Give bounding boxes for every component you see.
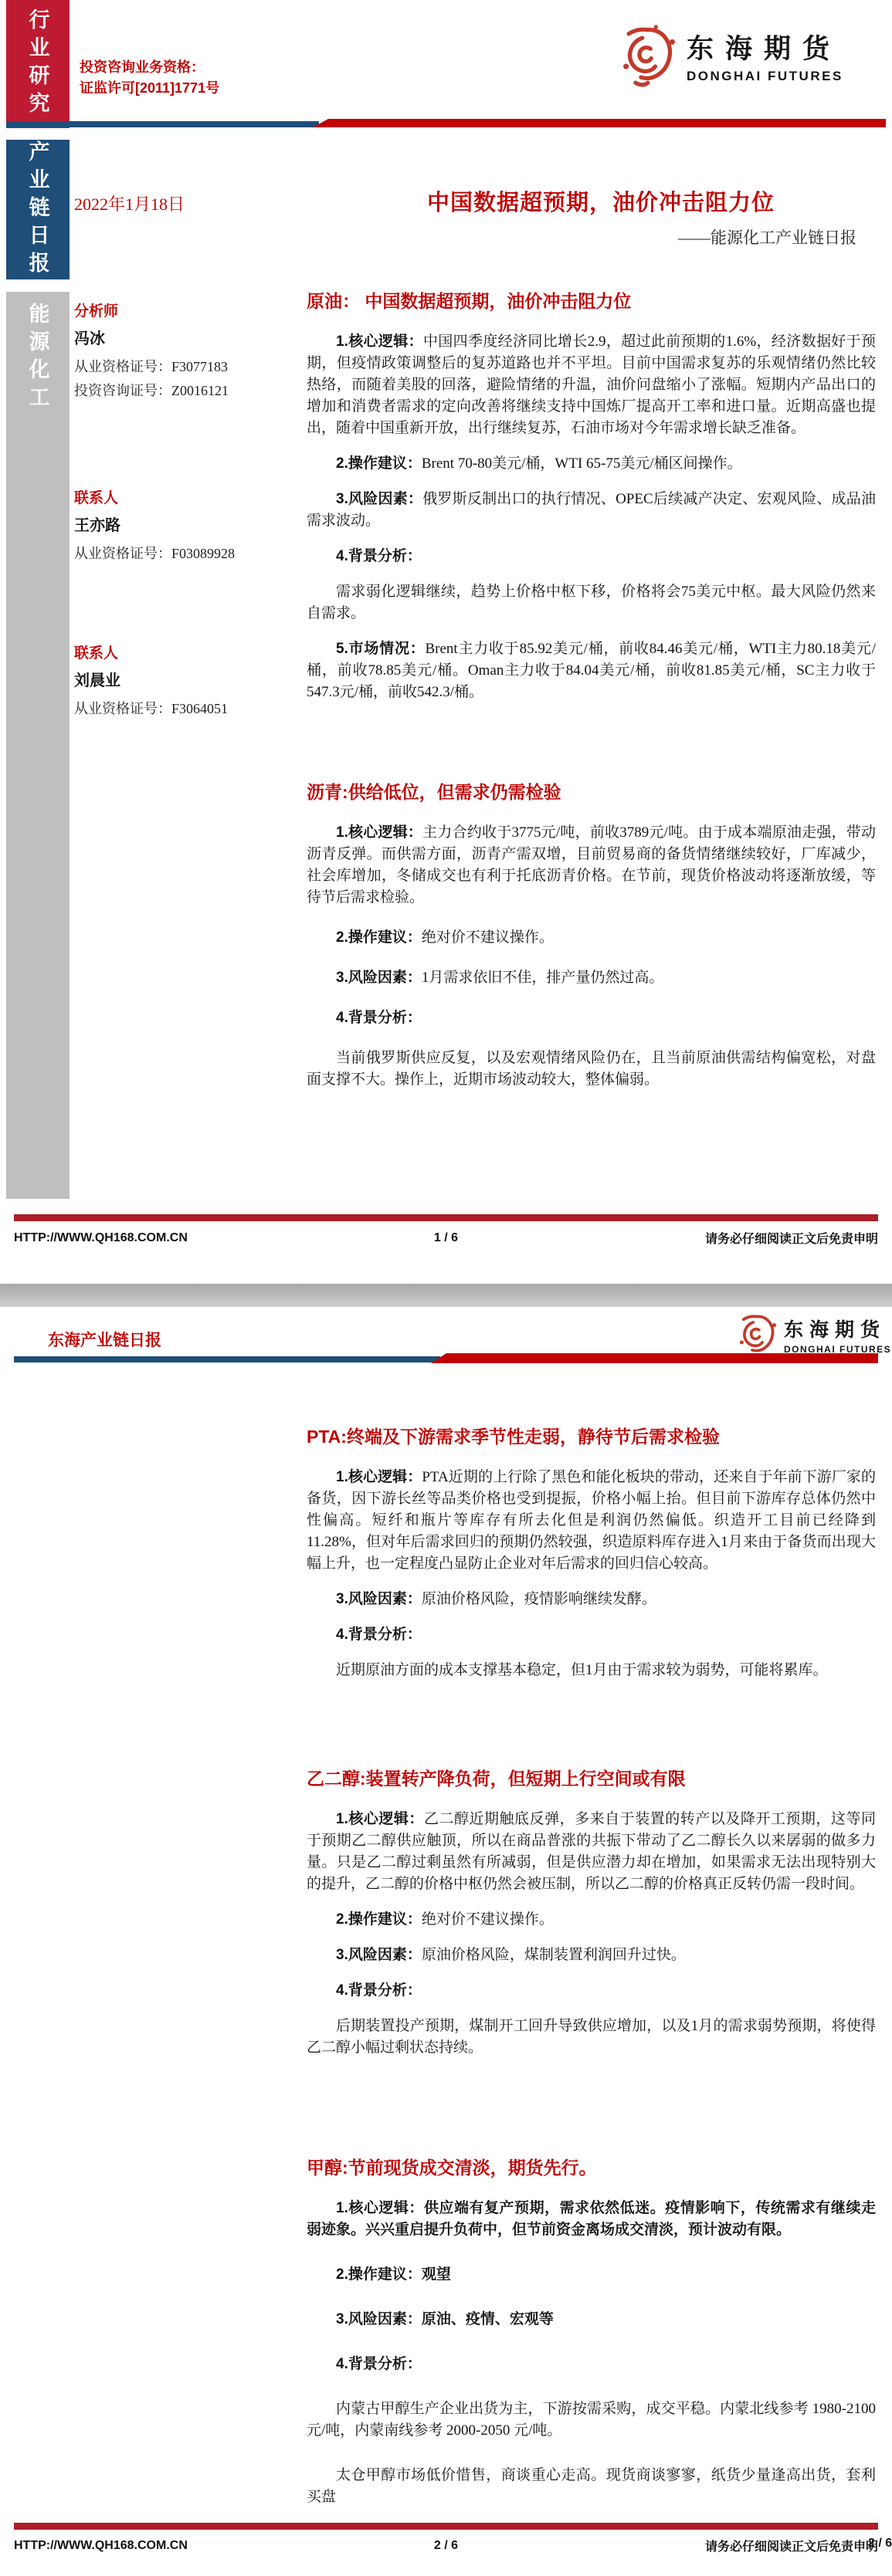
paragraph-advice — [307, 453, 876, 475]
footer-url[interactable]: HTTP://WWW.QH168.COM.CN — [14, 1230, 188, 1244]
para-label: 2.操作建议： — [336, 929, 422, 946]
divider-blue-segment — [6, 121, 319, 127]
person-cert: 从业资格证号：F03089928 — [74, 546, 236, 561]
para-label: 4.背景分析： — [336, 548, 422, 564]
footer-page-number: 2 / 6 — [433, 2538, 459, 2552]
para-label: 3.风险因素： — [336, 491, 423, 507]
section-pta — [307, 1423, 876, 1695]
divider-red-segment — [313, 119, 886, 127]
para-text: 观望 — [421, 2266, 451, 2283]
footer-row — [14, 1229, 878, 1247]
person-name: 冯冰 — [74, 330, 105, 347]
logo-chinese: 东海期货 — [784, 1319, 887, 1341]
para-text: 乙二醇近期触底反弹，多来自于装置的转产以及降开工预期，这等同于预期乙二醇供应触顶，所以在商品普涨的共振下带动了乙二醇长久以来孱弱的做多力量。只是乙二醇过剩虽然有所减弱，但是供应潜力却在增加，如果需求无法出现特别大的提升，乙二醇的价格中枢仍然会被压制，所以乙二醇的价格真正反转仍需一段时间。 — [307, 1811, 876, 1892]
paragraph-core-logic — [307, 331, 876, 439]
footer-page-number-right: 2 / 6 — [868, 2537, 892, 2550]
paragraph-risks — [307, 2309, 876, 2331]
section-heading: 乙二醇:装置转产降负荷，但短期上行空间或有限 — [307, 1769, 686, 1789]
donghai-logo — [732, 1309, 891, 1360]
section-crude-oil — [307, 287, 876, 717]
paragraph-background-label — [307, 1624, 876, 1646]
page2-header-title: 东海产业链日报 — [48, 1332, 161, 1349]
section-heading: 沥青:供给低位，但需求仍需检验 — [307, 782, 561, 802]
paragraph-risks — [307, 1589, 876, 1610]
para-text: 绝对价不建议操作。 — [421, 929, 554, 946]
person-role: 联系人 — [74, 490, 119, 506]
person-name: 王亦路 — [74, 517, 120, 534]
para-text: 原油价格风险，煤制装置利润回升过快。 — [421, 1947, 686, 1963]
header-divider-bar — [6, 118, 886, 127]
footer-url[interactable]: HTTP://WWW.QH168.COM.CN — [14, 2538, 188, 2552]
dragon-logo-icon — [612, 20, 680, 91]
paragraph-background-text: 内蒙古甲醇生产企业出货为主，下游按需采购，成交平稳。内蒙北线参考 1980-2100 元/吨，内蒙南线参考 2000-2050 元/吨。 — [307, 2401, 876, 2439]
report-date: 2022年1月18日 — [74, 195, 185, 214]
section-meg — [307, 1765, 876, 2073]
paragraph-background-text: 需求弱化逻辑继续，趋势上价格中枢下移，价格将会75美元中枢。最大风险仍然来自需求。 — [307, 584, 876, 621]
contact-card — [74, 641, 298, 721]
paragraph-core-logic — [307, 2198, 876, 2241]
para-label: 4.背景分析： — [336, 1982, 422, 1999]
paragraph-background-text: 当前俄罗斯供应反复，以及宏观情绪风险仍在，且当前原油供需结构偏宽松，对盘面支撑不大。操作上，近期市场波动较大，整体偏弱。 — [307, 1050, 876, 1088]
footer-bar — [14, 2523, 878, 2530]
paragraph-core-logic — [307, 1809, 876, 1895]
paragraph-risks — [307, 1945, 876, 1966]
sidebar-tag-label: 产业链日报 — [25, 140, 49, 279]
logo-english: DONGHAI FUTURES — [687, 68, 843, 83]
section-heading: 甲醇:节前现货成交清淡，期货先行。 — [307, 2158, 597, 2178]
para-text: 1月需求依旧不佳，排产量仍然过高。 — [421, 970, 664, 986]
person-name: 刘晨业 — [74, 672, 120, 689]
logo-english: DONGHAI FUTURES — [784, 1344, 892, 1355]
sidebar-tag-label: 行业研究 — [25, 8, 49, 120]
para-label: 2.操作建议： — [336, 2266, 422, 2283]
para-text: 绝对价不建议操作。 — [421, 1911, 554, 1928]
para-label: 1.核心逻辑： — [336, 1811, 424, 1827]
sidebar-tag-industry-research — [6, 0, 70, 128]
paragraph-core-logic — [307, 1467, 876, 1575]
report-title: 中国数据超预期，油价冲击阻力位 — [427, 191, 775, 215]
paragraph-core-logic — [307, 822, 876, 909]
para-text: 主力合约收于3775元/吨，前收3789元/吨。由于成本端原油走强，带动沥青反弹。而供需方面，沥青产需双增，目前贸易商的备货情绪继续较好，厂库减少，社会库增加，冬储成交也有利于托底沥青价格。在节前，现货价格波动将逐渐放缓，等待节后需求检验。 — [307, 824, 876, 905]
paragraph-background-text: 太仓甲醇市场低价惜售，商谈重心走高。现货商谈寥寥，纸货少量逢高出货，套利买盘 — [307, 2467, 876, 2505]
section-bitumen — [307, 778, 876, 1109]
footer-bar — [14, 1214, 878, 1221]
section-heading: PTA:终端及下游需求季节性走弱，静待节后需求检验 — [307, 1427, 720, 1447]
sidebar-tag-energy-chemical — [6, 292, 70, 1199]
para-label: 4.背景分析： — [336, 2356, 422, 2372]
paragraph-background-label — [307, 1007, 876, 1029]
paragraph-background-label — [307, 1980, 876, 2002]
person-cert: 从业资格证号：F3064051 — [74, 701, 229, 716]
logo-chinese: 东海期货 — [687, 33, 842, 64]
para-label: 2.操作建议： — [336, 455, 422, 472]
donghai-logo — [612, 20, 843, 91]
para-label: 4.背景分析： — [336, 1627, 422, 1643]
footer-page-number: 1 / 6 — [433, 1230, 459, 1244]
para-text: Brent 70-80美元/桶，WTI 65-75美元/桶区间操作。 — [421, 455, 742, 472]
paragraph-risks — [307, 967, 876, 989]
sidebar-tag-industry-chain-daily — [6, 140, 70, 279]
paragraph-risks — [307, 489, 876, 532]
paragraph-background-text: 近期原油方面的成本支撑基本稳定，但1月由于需求较为弱势，可能将累库。 — [336, 1662, 828, 1678]
para-label: 1.核心逻辑： — [336, 2200, 424, 2216]
paragraph-advice — [307, 1909, 876, 1931]
para-label: 2.操作建议： — [336, 1911, 422, 1928]
contact-card — [74, 486, 298, 566]
para-text: 供应端有复产预期，需求依然低迷。疫情影响下，传统需求有继续走弱迹象。兴兴重启提升负荷中，但节前资金离场成交清淡，预计波动有限。 — [307, 2200, 876, 2238]
para-text: 原油、疫情、宏观等 — [421, 2311, 554, 2327]
person-role: 联系人 — [74, 645, 119, 662]
person-role: 分析师 — [74, 303, 119, 320]
paragraph-advice — [307, 927, 876, 949]
section-methanol — [307, 2154, 876, 2531]
report-subtitle: ——能源化工产业链日报 — [678, 228, 856, 247]
para-text: PTA近期的上行除了黑色和能化板块的带动，还来自于年前下游厂家的备货，因下游长丝等品类价格也受到提振，价格小幅上抬。但目前下游库存总体仍然中性偏高。短纤和瓶片等库存有所去化但是利润仍然偏低。织造开工目前已经降到11.28%，但对年后需求回归的预期仍然较强，织造原料库存进入1月来由于备货而出现大幅上升，也一定程度凸显防止企业对年后需求的回归信心较高。 — [307, 1469, 876, 1572]
paragraph-background-label — [307, 2354, 876, 2375]
sidebar-tag-label: 能源化工 — [25, 303, 49, 414]
para-label: 3.风险因素： — [336, 970, 422, 986]
para-text: Brent主力收于85.92美元/桶，前收84.46美元/桶，WTI主力80.18美元/桶，前收78.85美元/桶。Oman主力收于84.04美元/桶，前收81.85美元/桶，SC主力收于547.3元/桶，前收542.3/桶。 — [307, 641, 876, 700]
para-label: 1.核心逻辑： — [336, 1469, 422, 1485]
section-heading: 原油： 中国数据超预期，油价冲击阻力位 — [307, 291, 632, 311]
divider-blue-segment — [14, 1356, 440, 1362]
paragraph-advice — [307, 2264, 876, 2286]
para-label: 3.风险因素： — [336, 1591, 422, 1607]
para-text: 原油价格风险，疫情影响继续发酵。 — [421, 1591, 656, 1607]
logo-text — [784, 1315, 891, 1355]
person-cert: 投资咨询证号：Z0016121 — [74, 383, 229, 398]
footer-disclaimer: 请务必仔细阅读正文后免责申明 — [704, 1233, 878, 1246]
analyst-card — [74, 300, 298, 403]
para-text: 中国四季度经济同比增长2.9，超过此前预期的1.6%，经济数据好于预期，但疫情政策调整后的复苏道路也并不平坦。目前中国需求复苏的乐观情绪仍然比较热络，而随着美股的回落，避险情绪的升温，油价问盘缩小了涨幅。短期内产品出口的增加和消费者需求的定向改善将继续支持中国炼厂提高开工率和进口量。近期高盛也提出，随着中国重新开放，出行继续复苏，石油市场对今年需求增长缺乏准备。 — [307, 333, 876, 436]
para-label: 4.背景分析： — [336, 1010, 422, 1026]
para-label: 3.风险因素： — [336, 2311, 422, 2327]
paragraph-market — [307, 638, 876, 703]
dragon-logo-icon — [732, 1309, 780, 1360]
logo-text — [687, 28, 843, 84]
para-label: 3.风险因素： — [336, 1947, 422, 1963]
person-cert: 从业资格证号：F3077183 — [74, 359, 229, 374]
para-label: 1.核心逻辑： — [336, 824, 423, 841]
license-line1: 投资咨询业务资格： — [80, 59, 205, 75]
page-separator — [0, 1284, 892, 1307]
license-block — [80, 57, 219, 99]
para-label: 5.市场情况： — [336, 641, 426, 657]
footer-disclaimer: 请务必仔细阅读正文后免责申明 — [704, 2540, 878, 2554]
license-line2: 证监许可[2011]1771号 — [80, 80, 220, 96]
footer-row — [14, 2537, 878, 2554]
para-label: 1.核心逻辑： — [336, 333, 423, 350]
para-text: 俄罗斯反制出口的执行情况、OPEC后续减产决定、宏观风险、成品油需求波动。 — [307, 491, 876, 529]
paragraph-background-label — [307, 546, 876, 567]
paragraph-background-text: 后期装置投产预期，煤制开工回升导致供应增加，以及1月的需求弱势预期，将使得乙二醇小幅过剩状态持续。 — [307, 2018, 876, 2056]
